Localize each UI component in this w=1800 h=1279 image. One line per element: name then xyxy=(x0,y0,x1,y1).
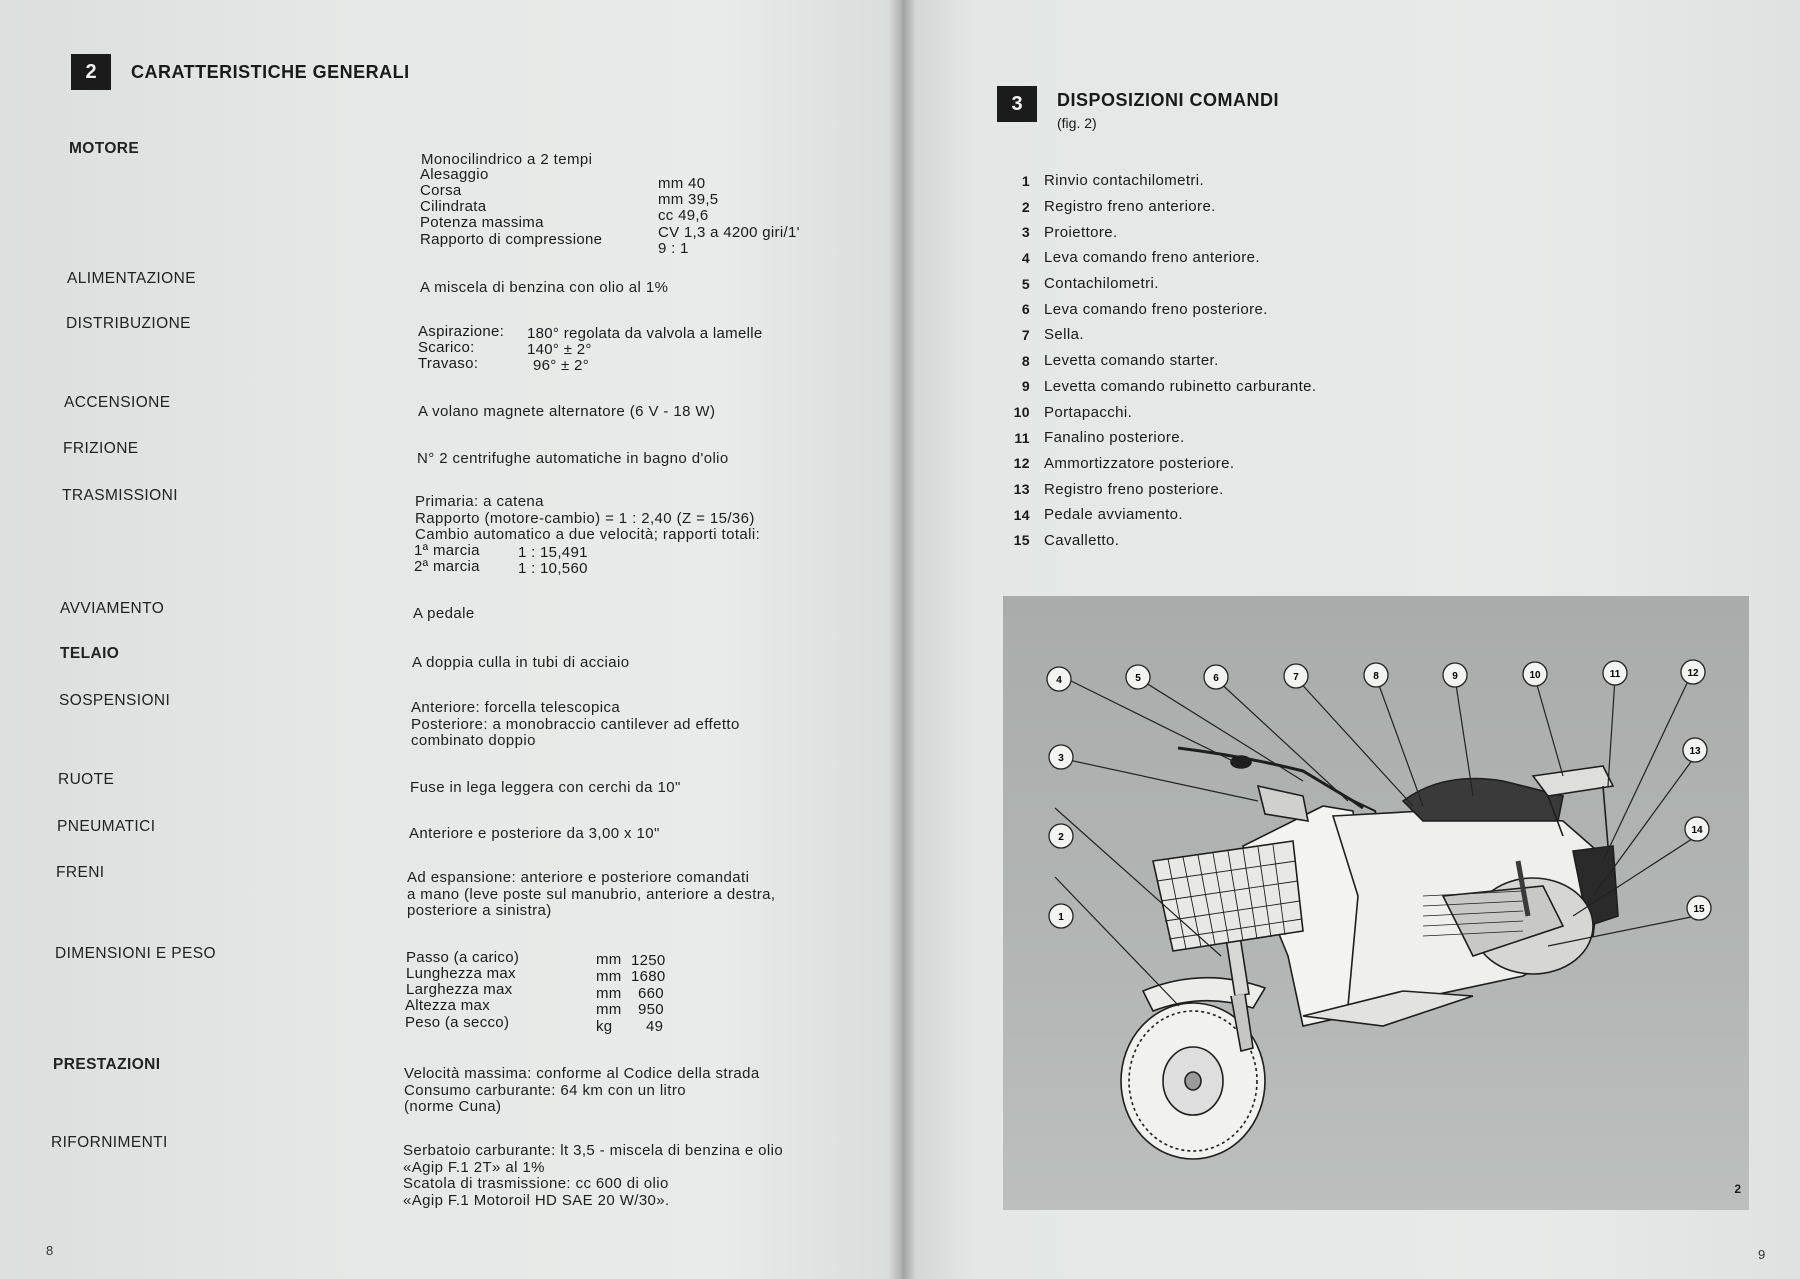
callout-3-icon xyxy=(1049,745,1073,769)
dim-unit: mm xyxy=(596,951,622,968)
callout-label: 6 xyxy=(1213,673,1219,684)
label-dimensioni-peso: DIMENSIONI E PESO xyxy=(55,945,216,962)
label-alimentazione: ALIMENTAZIONE xyxy=(67,270,196,287)
spec-name: 1ª marcia xyxy=(414,542,480,559)
label-accensione: ACCENSIONE xyxy=(64,394,171,411)
figure-number: 2 xyxy=(1734,1182,1741,1196)
spec-value: 96° ± 2° xyxy=(533,357,589,374)
value-rifornimenti: Serbatoio carburante: lt 3,5 - miscela di benzina e olio «Agip F.1 2T» al 1% Scatola di trasmissione: cc 600 di olio «Agip F.1 Motoroil HD SAE 20 W/30». xyxy=(403,1142,784,1209)
item-number: 8 xyxy=(1021,352,1030,369)
spec-name: Cilindrata xyxy=(420,198,487,215)
spec-name: Alesaggio xyxy=(420,166,489,183)
callout-label: 2 xyxy=(1058,832,1064,843)
controls-list xyxy=(1000,168,1316,553)
dim-name: Larghezza max xyxy=(406,981,513,998)
section-2-heading xyxy=(71,54,410,90)
list-item xyxy=(1000,322,1316,348)
section-title: DISPOSIZIONI COMANDI xyxy=(1057,90,1280,110)
label-telaio: TELAIO xyxy=(60,645,120,662)
item-number: 11 xyxy=(1014,429,1030,446)
list-item xyxy=(1000,502,1316,528)
callout-4-icon xyxy=(1047,667,1071,691)
scooter-drawing xyxy=(1121,748,1618,1159)
callout-label: 12 xyxy=(1687,668,1699,679)
item-text: Fanalino posteriore. xyxy=(1044,429,1185,447)
item-text: Registro freno anteriore. xyxy=(1044,198,1216,216)
spec-value: 1 : 10,560 xyxy=(518,560,588,577)
label-ruote: RUOTE xyxy=(58,771,115,788)
spec-value: mm 40 xyxy=(658,175,706,192)
item-text: Sella. xyxy=(1044,326,1084,344)
callout-14-icon xyxy=(1685,817,1709,841)
spec-value: mm 39,5 xyxy=(658,191,719,208)
item-text: Cavalletto. xyxy=(1044,531,1120,549)
page-number-right: 9 xyxy=(1758,1247,1766,1262)
list-item xyxy=(1000,271,1316,297)
section-3-heading xyxy=(997,86,1279,131)
item-text: Portapacchi. xyxy=(1044,403,1133,421)
list-item xyxy=(1000,168,1316,194)
label-avviamento: AVVIAMENTO xyxy=(60,600,165,617)
section-subtitle: (fig. 2) xyxy=(1057,115,1097,131)
callout-label: 5 xyxy=(1135,673,1141,684)
label-motore: MOTORE xyxy=(69,140,140,157)
item-number: 6 xyxy=(1021,301,1030,318)
callout-6-icon xyxy=(1204,665,1228,689)
section-number-badge: 2 xyxy=(71,54,111,90)
callout-label: 8 xyxy=(1373,671,1379,682)
callout-12-icon xyxy=(1681,660,1705,684)
spec-value: 140° ± 2° xyxy=(527,341,592,358)
callout-label: 11 xyxy=(1609,669,1621,680)
spec-value: 180° regolata da valvola a lamelle xyxy=(527,325,763,342)
list-item xyxy=(1000,451,1316,477)
callout-2-icon xyxy=(1049,824,1073,848)
list-item xyxy=(1000,194,1316,220)
dim-name: Passo (a carico) xyxy=(406,949,520,966)
label-trasmissioni: TRASMISSIONI xyxy=(62,487,178,504)
value-ruote: Fuse in lega leggera con cerchi da 10" xyxy=(410,779,681,796)
item-number: 3 xyxy=(1021,224,1030,241)
item-number: 13 xyxy=(1013,481,1030,498)
spec-name: Rapporto di compressione xyxy=(420,231,603,248)
label-frizione: FRIZIONE xyxy=(63,440,139,457)
item-number: 2 xyxy=(1021,198,1030,215)
dim-value: 1250 xyxy=(631,952,666,969)
scooter-figure xyxy=(1003,596,1749,1210)
spec-value: CV 1,3 a 4200 giri/1' xyxy=(658,224,800,241)
item-number: 10 xyxy=(1013,404,1030,421)
item-number: 14 xyxy=(1013,506,1030,523)
dim-value: 1680 xyxy=(631,968,666,985)
spec-name: Aspirazione: xyxy=(418,323,505,340)
item-text: Levetta comando starter. xyxy=(1044,352,1219,370)
callout-label: 4 xyxy=(1056,675,1062,686)
label-rifornimenti: RIFORNIMENTI xyxy=(51,1134,168,1151)
callout-label: 13 xyxy=(1689,746,1701,757)
item-text: Rinvio contachilometri. xyxy=(1044,172,1205,190)
callout-label: 9 xyxy=(1452,671,1458,682)
value-frizione: N° 2 centrifughe automatiche in bagno d'olio xyxy=(417,450,729,467)
spec-value: cc 49,6 xyxy=(658,207,709,224)
spec-name: Travaso: xyxy=(418,355,479,372)
list-item xyxy=(1000,476,1316,502)
callout-1-icon xyxy=(1049,904,1073,928)
section-number-badge: 3 xyxy=(997,86,1037,122)
callout-label: 10 xyxy=(1529,670,1541,681)
callout-9-icon xyxy=(1443,663,1467,687)
item-number: 15 xyxy=(1013,532,1030,549)
item-number: 5 xyxy=(1021,275,1030,292)
list-item xyxy=(1000,296,1316,322)
dim-name: Peso (a secco) xyxy=(405,1014,510,1031)
list-item xyxy=(1000,219,1316,245)
item-text: Contachilometri. xyxy=(1044,275,1159,293)
item-number: 12 xyxy=(1013,455,1030,472)
callout-label: 3 xyxy=(1058,753,1064,764)
spec-name: 2ª marcia xyxy=(414,558,480,575)
item-text: Ammortizzatore posteriore. xyxy=(1044,454,1235,472)
item-text: Leva comando freno posteriore. xyxy=(1044,300,1268,318)
value-freni: Ad espansione: anteriore e posteriore comandati a mano (leve poste sul manubrio, anteriore a destra, posteriore a sinistra) xyxy=(407,869,776,919)
item-number: 9 xyxy=(1021,378,1030,395)
item-number: 4 xyxy=(1021,249,1030,266)
list-item xyxy=(1000,528,1316,554)
list-item xyxy=(1000,425,1316,451)
page-number-left: 8 xyxy=(46,1243,54,1258)
callout-label: 15 xyxy=(1693,904,1705,915)
item-text: Pedale avviamento. xyxy=(1044,506,1183,524)
dim-value: 950 xyxy=(638,1001,664,1018)
value-alimentazione: A miscela di benzina con olio al 1% xyxy=(420,279,669,296)
callout-15-icon xyxy=(1687,896,1711,920)
value-prestazioni: Velocità massima: conforme al Codice della strada Consumo carburante: 64 km con un litro (norme Cuna) xyxy=(404,1065,760,1115)
item-number: 7 xyxy=(1021,326,1030,343)
callout-8-icon xyxy=(1364,663,1388,687)
label-freni: FRENI xyxy=(56,864,105,881)
callout-5-icon xyxy=(1126,665,1150,689)
value-motore: Monocilindrico a 2 tempi xyxy=(421,151,593,168)
spec-name: Potenza massima xyxy=(420,214,544,231)
label-prestazioni: PRESTAZIONI xyxy=(53,1056,161,1073)
dim-value: 49 xyxy=(646,1018,664,1035)
spec-name: Corsa xyxy=(420,182,462,199)
book-gutter xyxy=(888,0,916,1279)
list-item xyxy=(1000,399,1316,425)
label-pneumatici: PNEUMATICI xyxy=(57,818,156,835)
value-telaio: A doppia culla in tubi di acciaio xyxy=(412,654,630,671)
spec-name: Scarico: xyxy=(418,339,475,356)
value-trasmissioni: Primaria: a catena Rapporto (motore-cambio) = 1 : 2,40 (Z = 15/36) Cambio automatico a due velocità; rapporti totali: xyxy=(415,493,761,543)
label-sospensioni: SOSPENSIONI xyxy=(59,692,171,709)
list-item xyxy=(1000,348,1316,374)
dim-value: 660 xyxy=(638,985,664,1002)
dim-unit: kg xyxy=(596,1018,613,1035)
callout-label: 14 xyxy=(1691,825,1703,836)
label-distribuzione: DISTRIBUZIONE xyxy=(66,315,191,332)
dim-unit: mm xyxy=(596,985,622,1002)
spec-value: 9 : 1 xyxy=(658,240,689,257)
spec-value: 1 : 15,491 xyxy=(518,544,588,561)
item-number: 1 xyxy=(1021,172,1030,189)
value-accensione: A volano magnete alternatore (6 V - 18 W) xyxy=(418,403,716,420)
value-sospensioni: Anteriore: forcella telescopica Posteriore: a monobraccio cantilever ad effetto combinato doppio xyxy=(411,699,740,749)
callout-10-icon xyxy=(1523,662,1547,686)
item-text: Levetta comando rubinetto carburante. xyxy=(1044,377,1317,395)
value-avviamento: A pedale xyxy=(413,605,475,622)
dim-unit: mm xyxy=(596,1001,622,1018)
callout-13-icon xyxy=(1683,738,1707,762)
callout-label: 1 xyxy=(1058,912,1064,923)
dim-name: Altezza max xyxy=(405,997,490,1014)
dim-name: Lunghezza max xyxy=(406,965,516,982)
item-text: Leva comando freno anteriore. xyxy=(1044,249,1260,267)
list-item xyxy=(1000,245,1316,271)
section-title: CARATTERISTICHE GENERALI xyxy=(131,61,410,82)
callout-label: 7 xyxy=(1293,672,1299,683)
callout-7-icon xyxy=(1284,664,1308,688)
scooter-illustration xyxy=(1003,596,1749,1210)
item-text: Registro freno posteriore. xyxy=(1044,480,1224,498)
callout-11-icon xyxy=(1603,661,1627,685)
value-pneumatici: Anteriore e posteriore da 3,00 x 10" xyxy=(409,825,660,842)
dim-unit: mm xyxy=(596,968,622,985)
item-text: Proiettore. xyxy=(1044,223,1118,241)
section-title-block xyxy=(1037,86,1279,131)
list-item xyxy=(1000,374,1316,400)
